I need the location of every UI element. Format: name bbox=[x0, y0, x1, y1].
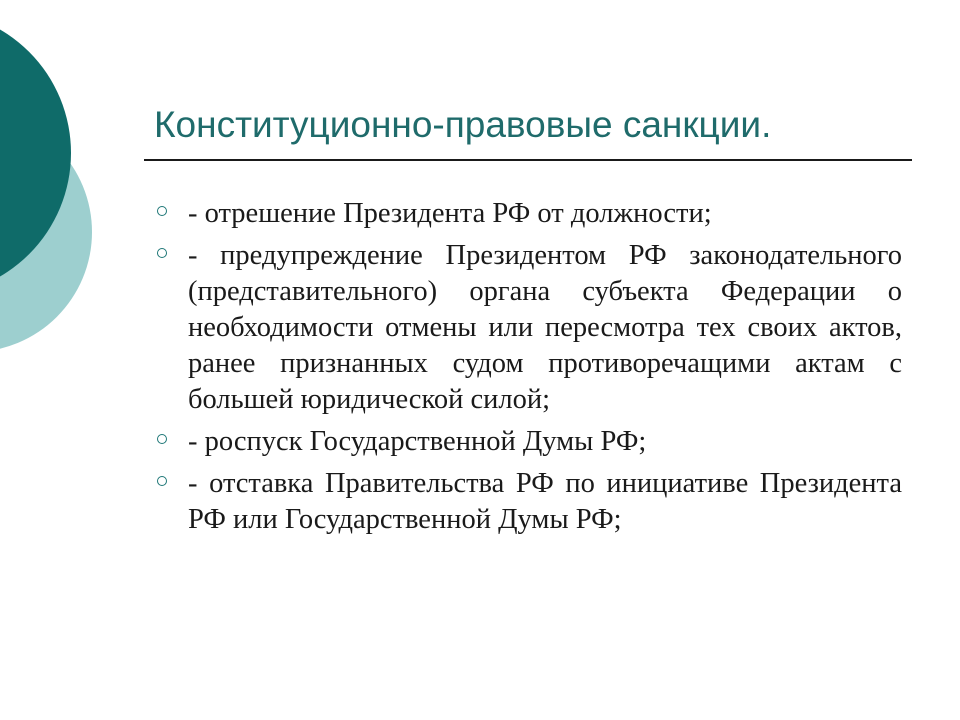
bullet-item bbox=[152, 238, 902, 418]
bullet-list bbox=[152, 196, 902, 544]
bullet-text: - роспуск Государственной Думы РФ; bbox=[188, 426, 647, 457]
hollow-circle-icon bbox=[157, 476, 167, 486]
bullet-item bbox=[152, 424, 902, 460]
bullet-item bbox=[152, 196, 902, 232]
bullet-text: - отставка Правительства РФ по инициативе Президента РФ или Государственной Думы РФ; bbox=[188, 468, 902, 535]
bullet-text: - предупреждение Президентом РФ законодательного (представительного) органа субъекта Федерации о необходимости отмены или пересмотра тех своих актов, ранее признанных судом противоречащими актам с большей юридической силой; bbox=[188, 240, 902, 415]
hollow-circle-icon bbox=[157, 434, 167, 444]
hollow-circle-icon bbox=[157, 206, 167, 216]
bullet-item bbox=[152, 466, 902, 538]
bullet-text: - отрешение Президента РФ от должности; bbox=[188, 198, 712, 229]
hollow-circle-icon bbox=[157, 248, 167, 258]
title-underline bbox=[144, 159, 912, 161]
slide-title: Конституционно-правовые санкции. bbox=[154, 104, 772, 145]
